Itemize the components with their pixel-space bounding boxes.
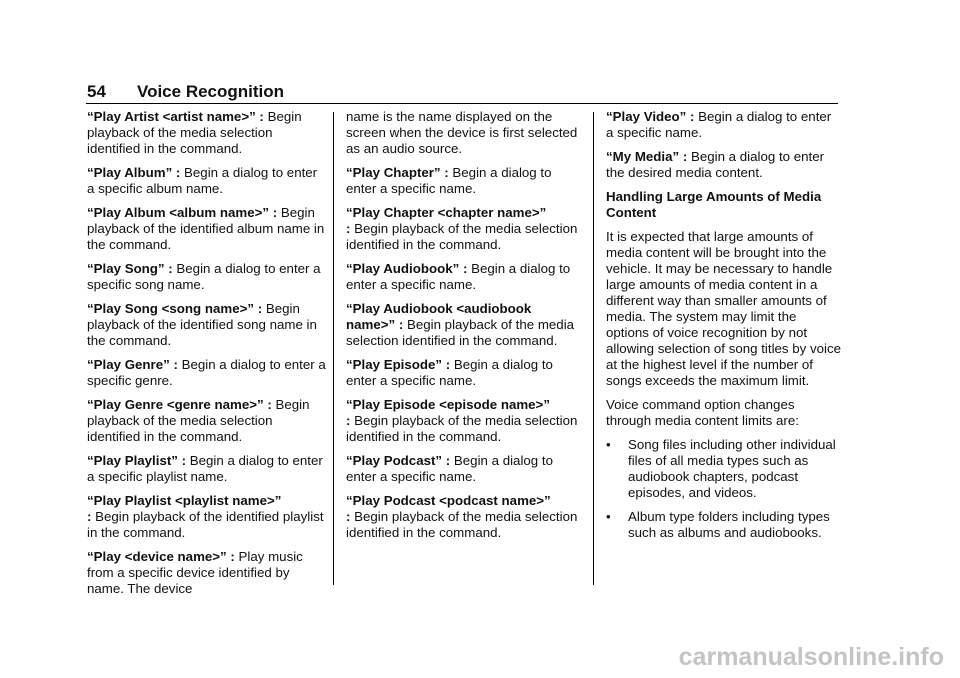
command-description: Begin a dialog to enter a specific name. — [346, 453, 553, 484]
command-entry — [87, 261, 327, 293]
command-name: “Play Album <album name>” : — [87, 205, 278, 220]
command-entry — [87, 109, 327, 157]
command-entry — [346, 397, 582, 445]
command-entry — [87, 357, 327, 389]
command-entry — [346, 165, 582, 197]
command-description: Begin a dialog to enter a specific album name. — [87, 165, 318, 196]
command-description: Begin a dialog to enter the desired media content. — [606, 149, 825, 180]
command-description: Begin a dialog to enter a specific name. — [346, 357, 553, 388]
section-title: Voice Recognition — [137, 82, 285, 101]
command-name: “Play Song” : — [87, 261, 173, 276]
command-name: “Play Genre <genre name>” : — [87, 397, 272, 412]
continued-text: name is the name displayed on the screen when the device is first selected as an audio source. — [346, 109, 578, 156]
command-name: “Play Genre” : — [87, 357, 178, 372]
command-entry — [87, 397, 327, 445]
command-name: “Play Episode” : — [346, 357, 451, 372]
command-description: Begin a dialog to enter a specific genre. — [87, 357, 326, 388]
body-paragraph: It is expected that large amounts of media content will be brought into the vehicle. It may be necessary to handle large amounts of media content in a different way than smaller amounts of media. The system may limit the options of voice recognition by not allowing selection of song titles by voice at the highest level if the number of songs exceeds the maximum limit. — [606, 229, 842, 388]
command-description: Begin playback of the media selection identified in the command. — [87, 109, 302, 156]
page-number: 54 — [87, 82, 106, 101]
command-name: “Play Audiobook <audiobook name>” : — [346, 301, 532, 332]
command-entry — [346, 301, 582, 349]
bullet-icon: • — [606, 509, 611, 524]
bullet-item — [606, 509, 842, 541]
command-name: “Play Artist <artist name>” : — [87, 109, 264, 124]
command-name: “Play Playlist <playlist name>” : — [87, 493, 282, 524]
command-description: Begin a dialog to enter a specific song name. — [87, 261, 321, 292]
command-description: Begin playback of the identified song name in the command. — [87, 301, 317, 348]
command-name: “Play Song <song name>” : — [87, 301, 263, 316]
watermark: carmanualsonline.info — [678, 643, 944, 671]
command-description: Begin playback of the identified album name in the command. — [87, 205, 325, 252]
command-description: Play music from a specific device identified by name. The device — [87, 549, 303, 596]
command-entry — [606, 109, 842, 141]
command-name: “Play Album” : — [87, 165, 181, 180]
command-entry — [346, 453, 582, 485]
command-name: “Play Chapter” : — [346, 165, 449, 180]
command-name: “Play Chapter <chapter name>” : — [346, 205, 547, 236]
command-entry — [87, 165, 327, 197]
column-1 — [87, 109, 327, 605]
bullet-text: Album type folders including types such as albums and audiobooks. — [628, 509, 830, 540]
command-entry — [87, 453, 327, 485]
body-paragraph: Voice command option changes through media content limits are: — [606, 397, 799, 428]
subsection-heading: Handling Large Amounts of Media Content — [606, 189, 822, 220]
bullet-text: Song files including other individual files of all media types such as audiobook chapters, podcast episodes, and videos. — [628, 437, 836, 500]
command-entry — [346, 493, 582, 541]
command-entry — [87, 493, 327, 541]
command-name: “Play Podcast <podcast name>” : — [346, 493, 551, 524]
command-description: Begin a dialog to enter a specific name. — [346, 261, 571, 292]
bullet-icon: • — [606, 437, 611, 452]
command-name: “My Media” : — [606, 149, 688, 164]
command-entry — [346, 261, 582, 293]
command-description: Begin playback of the media selection identified in the command. — [346, 221, 578, 252]
command-name: “Play Video” : — [606, 109, 695, 124]
command-description: Begin playback of the media selection identified in the command. — [87, 397, 310, 444]
command-entry — [87, 301, 327, 349]
command-name: “Play Podcast” : — [346, 453, 451, 468]
command-entry — [346, 357, 582, 389]
page-header — [87, 82, 284, 102]
command-description: Begin a dialog to enter a specific name. — [346, 165, 552, 196]
command-entry — [87, 205, 327, 253]
command-entry — [87, 549, 327, 597]
bullet-item — [606, 437, 842, 501]
column-divider — [333, 112, 334, 585]
column-2 — [346, 109, 582, 549]
command-name: “Play Episode <episode name>” : — [346, 397, 550, 428]
column-3 — [606, 109, 842, 549]
command-description: Begin playback of the identified playlist in the command. — [87, 509, 324, 540]
command-name: “Play Playlist” : — [87, 453, 187, 468]
command-entry — [606, 149, 842, 181]
header-rule — [86, 103, 838, 104]
command-name: “Play Audiobook” : — [346, 261, 468, 276]
command-name: “Play <device name>” : — [87, 549, 235, 564]
command-description: Begin playback of the media selection identified in the command. — [346, 413, 578, 444]
command-description: Begin playback of the media selection identified in the command. — [346, 509, 578, 540]
command-description: Begin a dialog to enter a specific name. — [606, 109, 832, 140]
command-entry — [346, 205, 582, 253]
column-divider — [593, 112, 594, 585]
command-description: Begin a dialog to enter a specific playlist name. — [87, 453, 323, 484]
command-description: Begin playback of the media selection identified in the command. — [346, 317, 575, 348]
